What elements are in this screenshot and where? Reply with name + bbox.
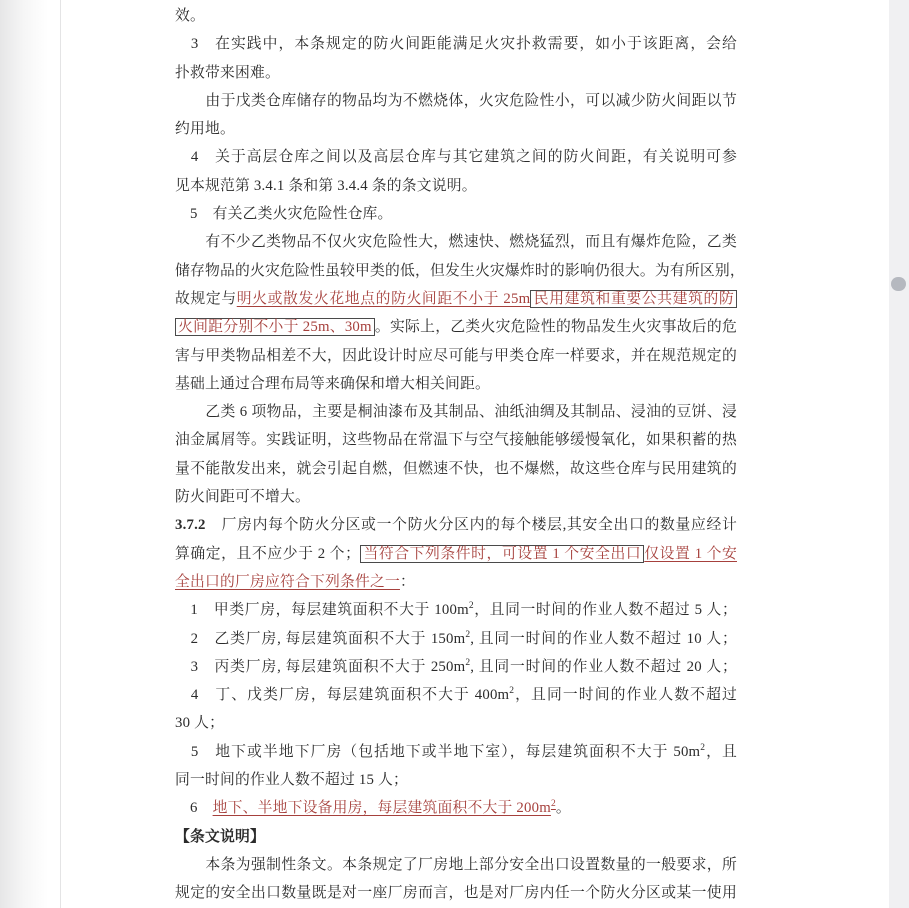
text-segment: 6	[175, 800, 213, 817]
text-line	[175, 30, 737, 58]
text-segment: 本条为强制性条文。本条规定了厂房地上部分安全出口设置数量的一般要求，所	[175, 856, 737, 873]
text-segment: ，且同一时间的作业人数不超过	[514, 687, 737, 704]
text-segment: 乙类 6 项物品，主要是桐油漆布及其制品、油纸油绸及其制品、浸油的豆饼、浸	[175, 404, 737, 421]
text-segment: 5 有关乙类火灾危险性仓库。	[175, 206, 393, 223]
text-segment: 约用地。	[175, 121, 235, 138]
text-segment: 2	[468, 601, 474, 612]
revision-text: 明火或散发火花地点的防火间距不小于 25m	[236, 290, 531, 307]
text-line	[175, 681, 737, 709]
revision-text: 2	[550, 799, 556, 810]
text-line	[175, 313, 737, 341]
text-line	[175, 115, 737, 143]
text-segment: 算确定，且不应少于 2 个；	[175, 545, 361, 562]
text-line	[175, 851, 737, 879]
revision-text: 当符合下列条件时，可设置 1 个安全出口	[360, 545, 644, 563]
text-line	[175, 540, 737, 568]
text-segment: 2	[700, 742, 706, 753]
text-segment: 1 甲类厂房，每层建筑面积不大于 100m	[175, 602, 469, 619]
revision-text: 全出口的厂房应符合下列条件之一	[175, 573, 400, 590]
text-segment: 故规定与	[175, 290, 237, 307]
text-segment: 效。	[175, 8, 205, 24]
text-segment: 5 地下或半地下厂房（包括地下或半地下室），每层建筑面积不大于 50m	[175, 743, 701, 760]
text-segment: ，且同一时间的作业人数不超过 5 人；	[473, 602, 737, 619]
text-segment: 4 丁、戊类厂房，每层建筑面积不大于 400m	[175, 687, 510, 704]
text-line	[175, 653, 737, 681]
text-segment: 储存物品的火灾危险性虽较甲类的低，但发生火灾爆炸时的影响仍很大。为有所区别，	[175, 262, 745, 279]
text-segment: 。实际上，乙类火灾危险性的物品发生火灾事故后的危	[374, 319, 737, 336]
text-line	[175, 596, 737, 624]
text-line	[175, 257, 745, 285]
text-segment: 30 人；	[175, 715, 225, 732]
text-segment: 3.7.2	[175, 517, 206, 534]
text-line	[175, 398, 737, 426]
revision-text: 地下、半地下设备用房，每层建筑面积不大于 200m	[212, 800, 551, 817]
text-line	[175, 625, 737, 653]
text-segment: 2	[509, 686, 515, 697]
revision-text: 民用建筑和重要公共建筑的防	[530, 290, 737, 308]
text-segment: ，且	[705, 743, 737, 760]
scrollbar-thumb[interactable]	[891, 277, 906, 291]
text-segment: , 且同一时间的作业人数不超过 20 人；	[470, 658, 737, 675]
text-segment: 。	[555, 800, 571, 817]
text-line	[175, 455, 737, 483]
text-line	[175, 143, 737, 171]
text-line	[175, 709, 737, 737]
scrollbar-track[interactable]	[889, 0, 909, 908]
text-segment: 4 关于高层仓库之间以及高层仓库与其它建筑之间的防火间距，有关说明可参	[175, 149, 737, 166]
text-line	[175, 342, 737, 370]
text-line	[175, 285, 737, 313]
text-line	[175, 879, 737, 907]
text-segment: 防火间距可不增大。	[175, 489, 310, 506]
text-line	[175, 228, 737, 256]
text-line	[175, 823, 737, 851]
text-segment: 同一时间的作业人数不超过 15 人；	[175, 772, 408, 789]
text-segment: 2	[465, 657, 471, 668]
text-line	[175, 483, 737, 511]
text-segment: 见本规范第 3.4.1 条和第 3.4.4 条的条文说明。	[175, 177, 477, 194]
text-line	[175, 766, 737, 794]
text-segment: 规定的安全出口数量既是对一座厂房而言，也是对厂房内任一个防火分区或某一使用	[175, 885, 737, 902]
text-line	[175, 568, 737, 596]
text-segment: 厂房内每个防火分区或一个防火分区内的每个楼层,其安全出口的数量应经计	[205, 517, 737, 534]
text-line	[175, 59, 737, 87]
page-edge-shadow	[0, 0, 61, 908]
text-segment: 3 在实践中，本条规定的防火间距能满足火灾扑救需要，如小于该距离，会给	[175, 36, 737, 53]
document-page	[61, 0, 889, 908]
text-line	[175, 738, 737, 766]
text-line	[175, 172, 737, 200]
text-segment: , 且同一时间的作业人数不超过 10 人；	[470, 630, 737, 647]
text-segment: 基础上通过合理布局等来确保和增大相关间距。	[175, 375, 490, 392]
text-segment: 由于戊类仓库储存的物品均为不燃烧体，火灾危险性小，可以减少防火间距以节	[175, 92, 737, 109]
text-segment: 扑救带来困难。	[175, 64, 280, 81]
text-segment: 油金属屑等。实践证明，这些物品在常温下与空气接触能够缓慢氧化，如果积蓄的热	[175, 432, 737, 449]
text-segment: ：	[399, 573, 415, 590]
text-line	[175, 370, 737, 398]
text-segment: 2	[465, 629, 471, 640]
text-line	[175, 511, 737, 539]
text-segment: 害与甲类物品相差不大，因此设计时应尽可能与甲类仓库一样要求，并在规范规定的	[175, 347, 737, 364]
text-segment: 3 丙类厂房, 每层建筑面积不大于 250m	[175, 658, 466, 675]
revision-text: 火间距分别不小于 25m、30m	[175, 318, 375, 336]
text-segment: 【条文说明】	[175, 828, 265, 845]
text-line	[175, 87, 737, 115]
text-segment: 有不少乙类物品不仅火灾危险性大，燃速快、燃烧猛烈，而且有爆炸危险，乙类	[175, 234, 737, 251]
text-line	[175, 200, 737, 228]
text-segment: 2 乙类厂房, 每层建筑面积不大于 150m	[175, 630, 466, 647]
text-line	[175, 426, 737, 454]
document-text	[175, 2, 745, 908]
text-segment: 量不能散发出来，就会引起自燃，但燃速不快，也不爆燃，故这些仓库与民用建筑的	[175, 460, 737, 477]
revision-text: 仅设置 1 个安	[644, 545, 737, 562]
text-line	[175, 2, 737, 30]
text-line	[175, 794, 737, 822]
